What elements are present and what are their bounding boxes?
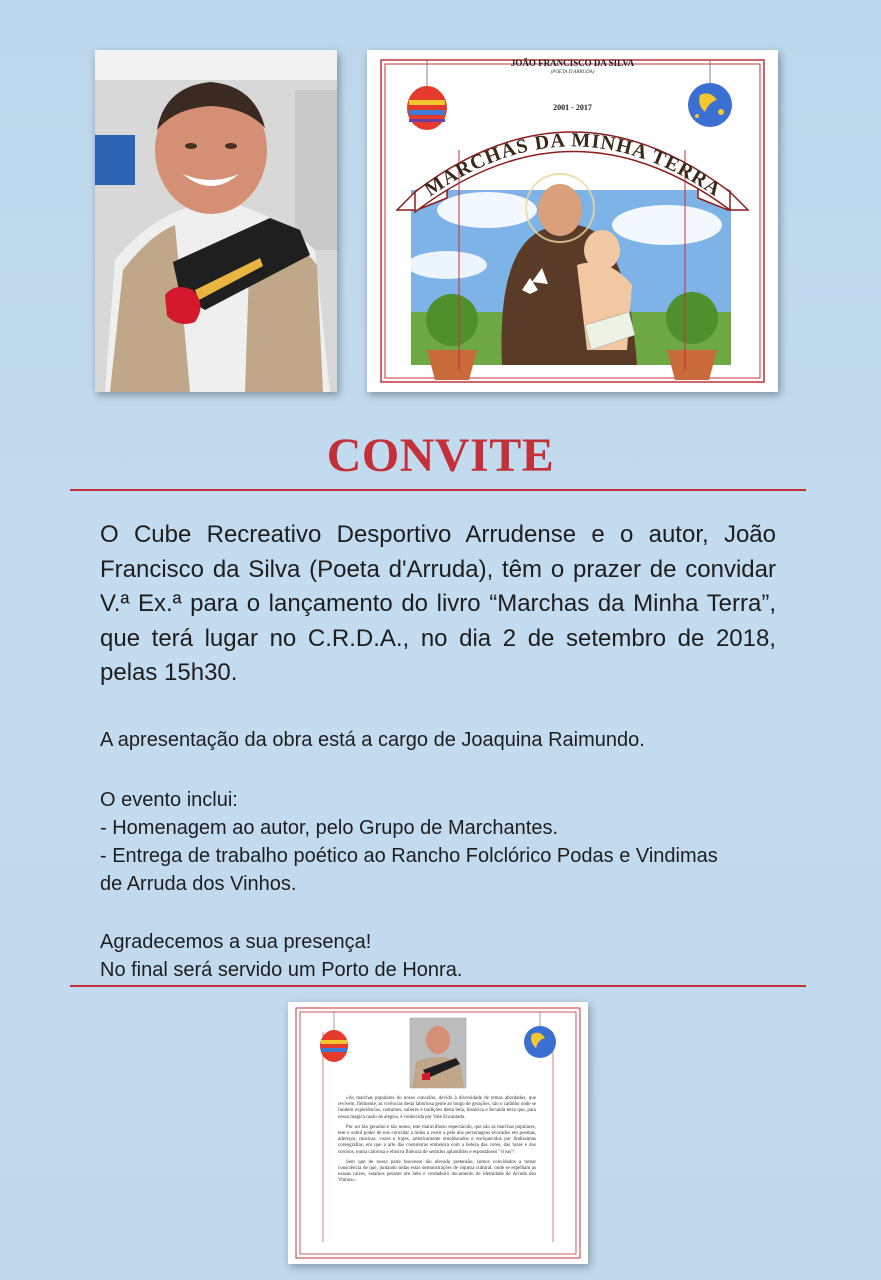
- cover-author-subtitle: (POETA D'ARRUDA): [550, 70, 595, 75]
- presentation-paragraph: [100, 726, 800, 754]
- invitation-paragraph: O Cube Recreativo Desportivo Arrudense e o autor, João Francisco da Silva (Poeta d'Arruda), têm o prazer de convidar V.ª Ex.ª para o lançamento do livro “Marchas da Minha Terra”, que terá lugar no C.R.D.A., no dia 2 de setembro de 2018, pelas 15h30.: [100, 521, 776, 686]
- back-cover-text: [338, 1096, 536, 1189]
- cover-years: 2001 - 2017: [553, 103, 592, 112]
- cover-title-text: MARCHAS DA MINHA TERRA: [420, 129, 726, 201]
- event-item-delivery-cont: de Arruda dos Vinhos.: [100, 873, 297, 895]
- closing-port-wine: No final será servido um Porto de Honra.: [100, 959, 463, 981]
- author-photo: [95, 50, 337, 392]
- back-cover-thumbnail: [288, 1002, 588, 1264]
- back-cover-paragraph: «As marchas populares do nosso concelho, devido à diversidade de temas abordados, que revivem, fielmente, as vivências desta laboriosa gente ao longo de gerações, são o cadinho onde se fundem experiências, costumes, saberes e tradições desta bela, histórica e fecunda terra que, para nossa mágica razão de alegria, é conhecida por Vale Encantado.: [338, 1096, 536, 1120]
- event-item-delivery: - Entrega de trabalho poético ao Rancho Folclórico Podas e Vindimas: [100, 845, 718, 867]
- presentation-text: A apresentação da obra está a cargo de Joaquina Raimundo.: [100, 729, 645, 751]
- back-cover-paragraph: Por ser tão genuíno e tão nosso, este maravilhoso espectáculo, que são as marchas populares, tem o subtil poder de nos convidar a todos a vestir a pele dos personagens evocados em poemas, adereços, músicas, vozes e trajes, artisticamente emoldurados e enriquecidos por lindíssimas coreografias, em que a arte das costureiras embeleza com a beleza das cores, das luzes e dos sorrisos, numa calorosa e efusiva fluência de sentidos aplaudidos e espontâneos "vivas"!: [338, 1124, 536, 1155]
- closing-thanks: Agradecemos a sua presença!: [100, 931, 372, 953]
- back-cover-paragraph: Sem que de nossa parte houvesse tão elevada pretensão, somos convidados a tomar consciência de que, juntando todas estas demonstrações de riqueza cultural, onde se espelham as nossas raízes, estamos perante um belo e verdadeiro documento de identidade de Arruda dos Vinhos».: [338, 1159, 536, 1184]
- divider-top: [70, 489, 806, 491]
- divider-bottom: [70, 985, 806, 987]
- closing-paragraph: [100, 928, 800, 984]
- author-portrait-illustration: [95, 50, 337, 392]
- event-item-tribute: - Homenagem ao autor, pelo Grupo de Marchantes.: [100, 817, 559, 839]
- book-cover: [367, 50, 778, 392]
- svg-text:MARCHAS DA MINHA TERRA: [421, 129, 726, 201]
- cover-author: JOÃO FRANCISCO DA SILVA: [510, 58, 635, 68]
- cover-banner-title: [367, 50, 778, 250]
- page-title: CONVITE: [326, 429, 555, 482]
- event-list: [100, 786, 800, 898]
- event-heading: O evento inclui:: [100, 789, 238, 811]
